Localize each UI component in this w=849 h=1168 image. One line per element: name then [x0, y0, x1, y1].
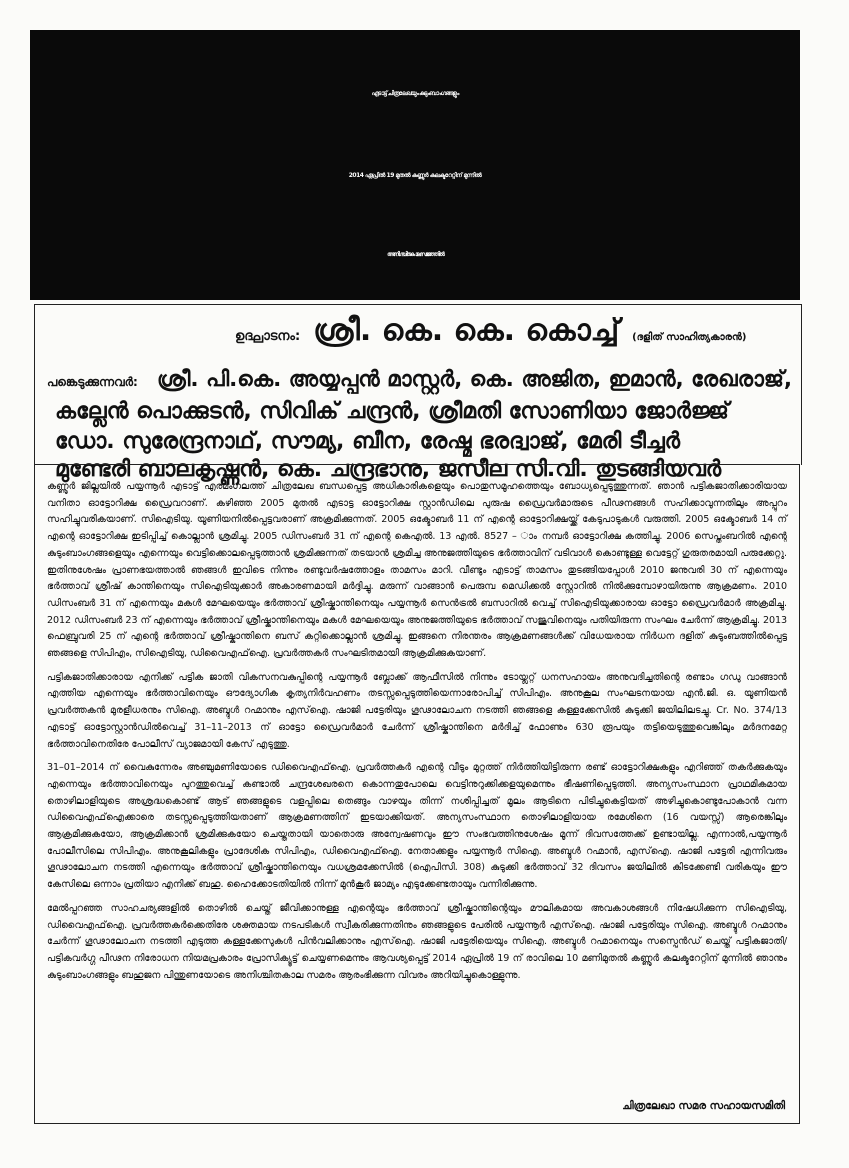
event-info-box — [34, 304, 802, 482]
statement-paragraph: മേൽപ്പറഞ്ഞ സാഹചര്യങ്ങളിൽ തൊഴിൽ ചെയ്ത് ജീവിക്കാനുള്ള എന്റെയും ഭർത്താവ് ശ്രീഷ്കാന്തിന്റെയും മൗലികമായ അവകാശങ്ങൾ നിഷേധിക്കുന്ന സിഐടിയു, ഡിവൈഎഫ്ഐ. പ്രവർത്തകർക്കെതിരേ ശക്തമായ നടപടികൾ സ്വീകരിക്കുന്നതിനും ഞങ്ങളുടെ പേരിൽ പയ്യന്നൂർ എസ്ഐ. ഷാജി പട്ടേരിയും സിഐ. അബ്ദുൾ റഹ്മാനും ചേർന്ന് ഗൂഢാലോചന നടത്തി എടുത്ത കള്ളക്കേസുകൾ പിൻവലിക്കാനും എസ്ഐ. ഷാജി പട്ടേരിയെയും സിഐ. അബ്ദുൾ റഹ്മാനെയും സസ്പെൻഡ് ചെയ്ത് പട്ടികജാതി/പട്ടികവർഗ്ഗ പീഢന നിരോധന നിയമപ്രകാരം പ്രോസിക്യൂട്ട് ചെയ്യണമെന്നും ആവശ്യപ്പെട്ട് 2014 ഏപ്രിൽ 19 ന് രാവിലെ 10 മണിമുതൽ കണ്ണൂർ കലക്ടറേറ്റിന് മുന്നിൽ ഞാനും കുടുംബാംഗങ്ങളും ബഹുജന പിന്തുണയോടെ അനിശ്ചിതകാല സമരം ആരംഭിക്കുന്ന വിവരം അറിയിച്ചുകൊള്ളുന്നു. — [47, 902, 787, 981]
signature: ചിത്രലേഖാ സമര സഹായസമിതി — [622, 1100, 785, 1112]
headline-line-1: എടാട്ട് ചിത്രലേഖയും കുടുംബാംഗങ്ങളും — [371, 90, 459, 97]
inauguration-label: ഉദ്ഘാടനം: — [235, 329, 301, 344]
headline-line-2: 2014 ഏപ്രിൽ 19 മുതൽ കണ്ണൂർ കലക്ടറേറ്റിന് മുന്നിൽ — [348, 172, 482, 179]
participants-line: മുണ്ടേരി ബാലകൃഷ്ണൻ, കെ. ചന്ദ്രഭാനു, ജസീല സി.വി. തുടങ്ങിയവർ — [55, 457, 722, 482]
inaugurator-role: (ദളിത് സാഹിത്യകാരൻ) — [632, 332, 747, 343]
inaugurator-name: ശ്രീ. കെ. കെ. കൊച്ച് — [313, 313, 620, 348]
statement-paragraph: കണ്ണൂർ ജില്ലയിൽ പയ്യന്നൂർ എടാട്ട് എരമംഗലത്ത് ചിത്രലേഖ ബന്ധപ്പെട്ട അധികാരികളെയും പൊതുസമൂഹത്തെയും ബോധ്യപ്പെടുത്തുന്നത്. ഞാൻ പട്ടികജാതിക്കാരിയായ വനിതാ ഓട്ടോറിക്ഷ ഡ്രൈവറാണ്. കഴിഞ്ഞ 2005 മുതൽ എടാട്ട ഓട്ടോറിക്ഷ സ്റ്റാൻഡിലെ പുരുഷ ഡ്രൈവർമാരുടെ പീഢനങ്ങൾ സഹിക്കാവുന്നതിലും അപ്പുറം സഹിച്ചുവരികയാണ്. സിഐടിയു. യൂണിയനിൽപ്പെട്ടവരാണ് അക്രമിക്കുന്നത്. 2005 ഒക്ടോബർ 11 ന് എന്റെ ഓട്ടോറിക്ഷയ്ക്ക് കേടുപാടുകൾ വരുത്തി. 2005 ഒക്ടോബർ 14 ന് എന്റെ ഓട്ടോറിക്ഷ ഇടിപ്പിച്ച് കൊല്ലാൻ ശ്രമിച്ചു. 2005 ഡിസംബർ 31 ന് എന്റെ കെഎൽ. 13 എൽ. 8527 – ാം നമ്പർ ഓട്ടോറിക്ഷ കത്തിച്ചു. 2006 സെപ്തംബറിൽ എന്റെ കുടുംബാംഗങ്ങളെയും എന്നെയും വെട്ടിക്കൊലപ്പെടുത്താൻ ശ്രമിക്കുന്നത് തടയാൻ ശ്രമിച്ച അനുജത്തിയുടെ ഭർത്താവിന് വടിവാൾ കൊണ്ടുള്ള വെട്ടേറ്റ് ഗുരുതരമായി പരുക്കേറ്റു. ഇതിനുശേഷം പ്രാണഭയത്താൽ ഞങ്ങൾ ഇവിടെ നിന്നും രണ്ടുവർഷത്തോളം താമസം മാറി. വീണ്ടും എടാട്ട് താമസം തുടങ്ങിയപ്പോൾ 2010 ജനുവരി 30 ന് എന്നെയും ഭർത്താവ് ശ്രീഷ് കാന്തിനെയും സിഐടിയുക്കാർ അകാരണമായി മർദ്ദിച്ചു. മരുന്ന് വാങ്ങാൻ പെരുമ്പ മെഡിക്കൽ സ്റ്റോറിൽ നിൽക്കുമ്പോഴായിരുന്നു ആക്രമണം. 2010 ഡിസംബർ 31 ന് എന്നെയും മകൾ മേഘയെയും ഭർത്താവ് ശ്രീഷ്കാന്തിനെയും പയ്യന്നൂർ സെൻട്രൽ ബസാറിൽ വെച്ച് സിഐടിയുക്കാരായ ഓട്ടോ ഡ്രൈവർമാർ അക്രമിച്ചു. 2012 ഡിസംബർ 23 ന് എന്നെയും ഭർത്താവ് ശ്രീഷ്കാന്തിനെയും മകൾ മേഘയെയും അനുജത്തിയുടെ ഭർത്താവ് സജുവിനെയും പതിയിരുന്ന സംഘം ചേർന്ന് ആക്രമിച്ചു. 2013 ഫെബ്രുവരി 25 ന് എന്റെ ഭർത്താവ് ശ്രീഷ്കാന്തിനെ ബസ് കറ്റിക്കൊല്ലാൻ ശ്രമിച്ചു. ഇങ്ങനെ നിരന്തരം ആക്രമണങ്ങൾക്ക് വിധേയരായ നിർധന ദളിത് കുടുംബത്തിൽപ്പെട്ട ഞങ്ങളെ സിപിഎം, സിഐടിയു, ഡിവൈഎഫ്ഐ. പ്രവർത്തകർ സംഘടിതമായി ആക്രമിക്കുകയാണ്. — [47, 481, 787, 660]
participants-line: ഡോ. സുരേന്ദ്രനാഥ്, സൗമ്യ, ബീന, രേഷ്മ ഭരദ്വാജ്, മേരി ടീച്ചർ — [55, 429, 681, 454]
inauguration-line — [235, 313, 746, 348]
statement-paragraph: പട്ടികജാതിക്കാരായ എനിക്ക് പട്ടിക ജാതി വികസനവകുപ്പിന്റെ പയ്യന്നൂർ ബ്ലോക്ക് ആഫീസിൽ നിന്നും ടോയ്ലറ്റ് ധനസഹായം അനുവദിച്ചതിന്റെ രണ്ടാം ഗഡു വാങ്ങാൻ എത്തിയ എന്നെയും ഭർത്താവിനെയും ഔദ്യോഗിക കൃത്യനിർവഹണം തടസ്സപ്പെടുത്തിയെന്നാരോപിച്ച് സിപിഎം. അനുകൂല സംഘടനയായ എൻ.ജി. ഒ. യൂണിയൻ പ്രവർത്തകൻ മുരളീധരനും സിഐ. അബ്ദുൾ റഹ്മാനും എസ്ഐ. ഷാജി പട്ടേരിയും ഗൂഢാലോചന നടത്തി ഞങ്ങളെ കള്ളക്കേസിൽ കുടുക്കി ജയിലിലടച്ചു. Cr. No. 374/13 എടാട്ട് ഓട്ടോസ്റ്റാൻഡിൽവെച്ച് 31–11–2013 ന് ഓട്ടോ ഡ്രൈവർമാർ ചേർന്ന് ശ്രീഷ്കാന്തിനെ മർദിച്ച് ഫോണും 630 രൂപയും തട്ടിയെടുത്തുവെങ്കിലും മർദനമേറ്റ ഭർത്താവിനെതിരേ പോലീസ് വ്യാജമായി കേസ് എടുത്തു. — [47, 671, 787, 750]
headline-banner — [30, 30, 800, 300]
participants-line: കല്ലേൻ പൊക്കുടൻ, സിവിക് ചന്ദ്രൻ, ശ്രീമതി സോണിയാ ജോർജ്ജ് — [55, 399, 729, 424]
statement-paragraph: 31–01–2014 ന് വൈകുന്നേരം അഞ്ചുമണിയോടെ ഡിവൈഎഫ്ഐ. പ്രവർത്തകർ എന്റെ വീടും മുറ്റത്ത് നിർത്തിയിട്ടിരുന്ന രണ്ട് ഓട്ടോറിക്ഷകളും എറിഞ്ഞ് തകർക്കുകയും എന്നെയും ഭർത്താവിനെയും പുറത്തുവെച്ച് കണ്ടാൽ ചന്ദ്രശേഖരനെ കൊന്നതുപോലെ വെട്ടിനുറുക്കിക്കളയുമെന്നും ഭീഷണിപ്പെടുത്തി. അന്യസംസ്ഥാന പ്രാഥമികമായ തൊഴിലാളിയുടെ അശ്രദ്ധകൊണ്ട് ആട് ഞങ്ങളുടെ വളപ്പിലെ തെങ്ങും വാഴയും തിന്ന് നശിപ്പിച്ചത് മൂലം ആടിനെ പിടിച്ചുകെട്ടിയത് അഴിച്ചുകൊണ്ടുപോകാൻ വന്ന ഡിവൈഎഫ്ഐക്കാരെ തടസ്സപ്പെടുത്തിയതാണ് ആക്രമണത്തിന് ഇടയാക്കിയത്. അന്യസംസ്ഥാന തൊഴിലാളിയായ രമേശിനെ (16 വയസ്സ്) ആരെങ്കിലും ആക്രമിക്കുകയോ, ആക്രമിക്കാൻ ശ്രമിക്കുകയോ ചെയ്തതായി യാതൊരു അന്വേഷണവും ഈ സംഭവത്തിനുശേഷം മൂന്ന് ദിവസത്തേക്ക് ഉണ്ടായില്ല. എന്നാൽ,പയ്യന്നൂർ പോലീസിലെ സിപിഎം. അനുകൂലികളും പ്രാദേശിക സിപിഎം, ഡിവൈഎഫ്ഐ. നേതാക്കളും പയ്യന്നൂർ സിഐ. അബ്ദുൾ റഹ്മാൻ, എസ്ഐ. ഷാജി പട്ടേരി എന്നിവരും ഗൂഢാലോചന നടത്തി എന്നെയും ഭർത്താവ് ശ്രീഷ്കാന്തിനെയും വധശ്രമക്കേസിൽ (ഐപിസി. 308) കുടുക്കി ഭർത്താവ് 32 ദിവസം ജയിലിൽ കിടക്കേണ്ടി വരികയും ഈ കേസിലെ ഒന്നാം പ്രതിയാ എനിക്ക് ബഹു. ഹൈക്കോടതിയിൽ നിന്ന് മുൻകൂർ ജാമ്യം എടുക്കേണ്ടതായും വന്നിരിക്കുന്നു. — [47, 762, 787, 891]
participants-line: ശ്രീ. പി.കെ. അയ്യപ്പൻ മാസ്റ്റർ, കെ. അജിത, ഇമാൻ, രേഖരാജ്, — [157, 367, 793, 392]
participants-label: പങ്കെടുക്കുന്നവർ: — [47, 375, 138, 389]
headline-line-3: അനിശ്ചിതകാല സമരത്തിൽ — [387, 251, 443, 258]
statement-body — [34, 464, 800, 1124]
